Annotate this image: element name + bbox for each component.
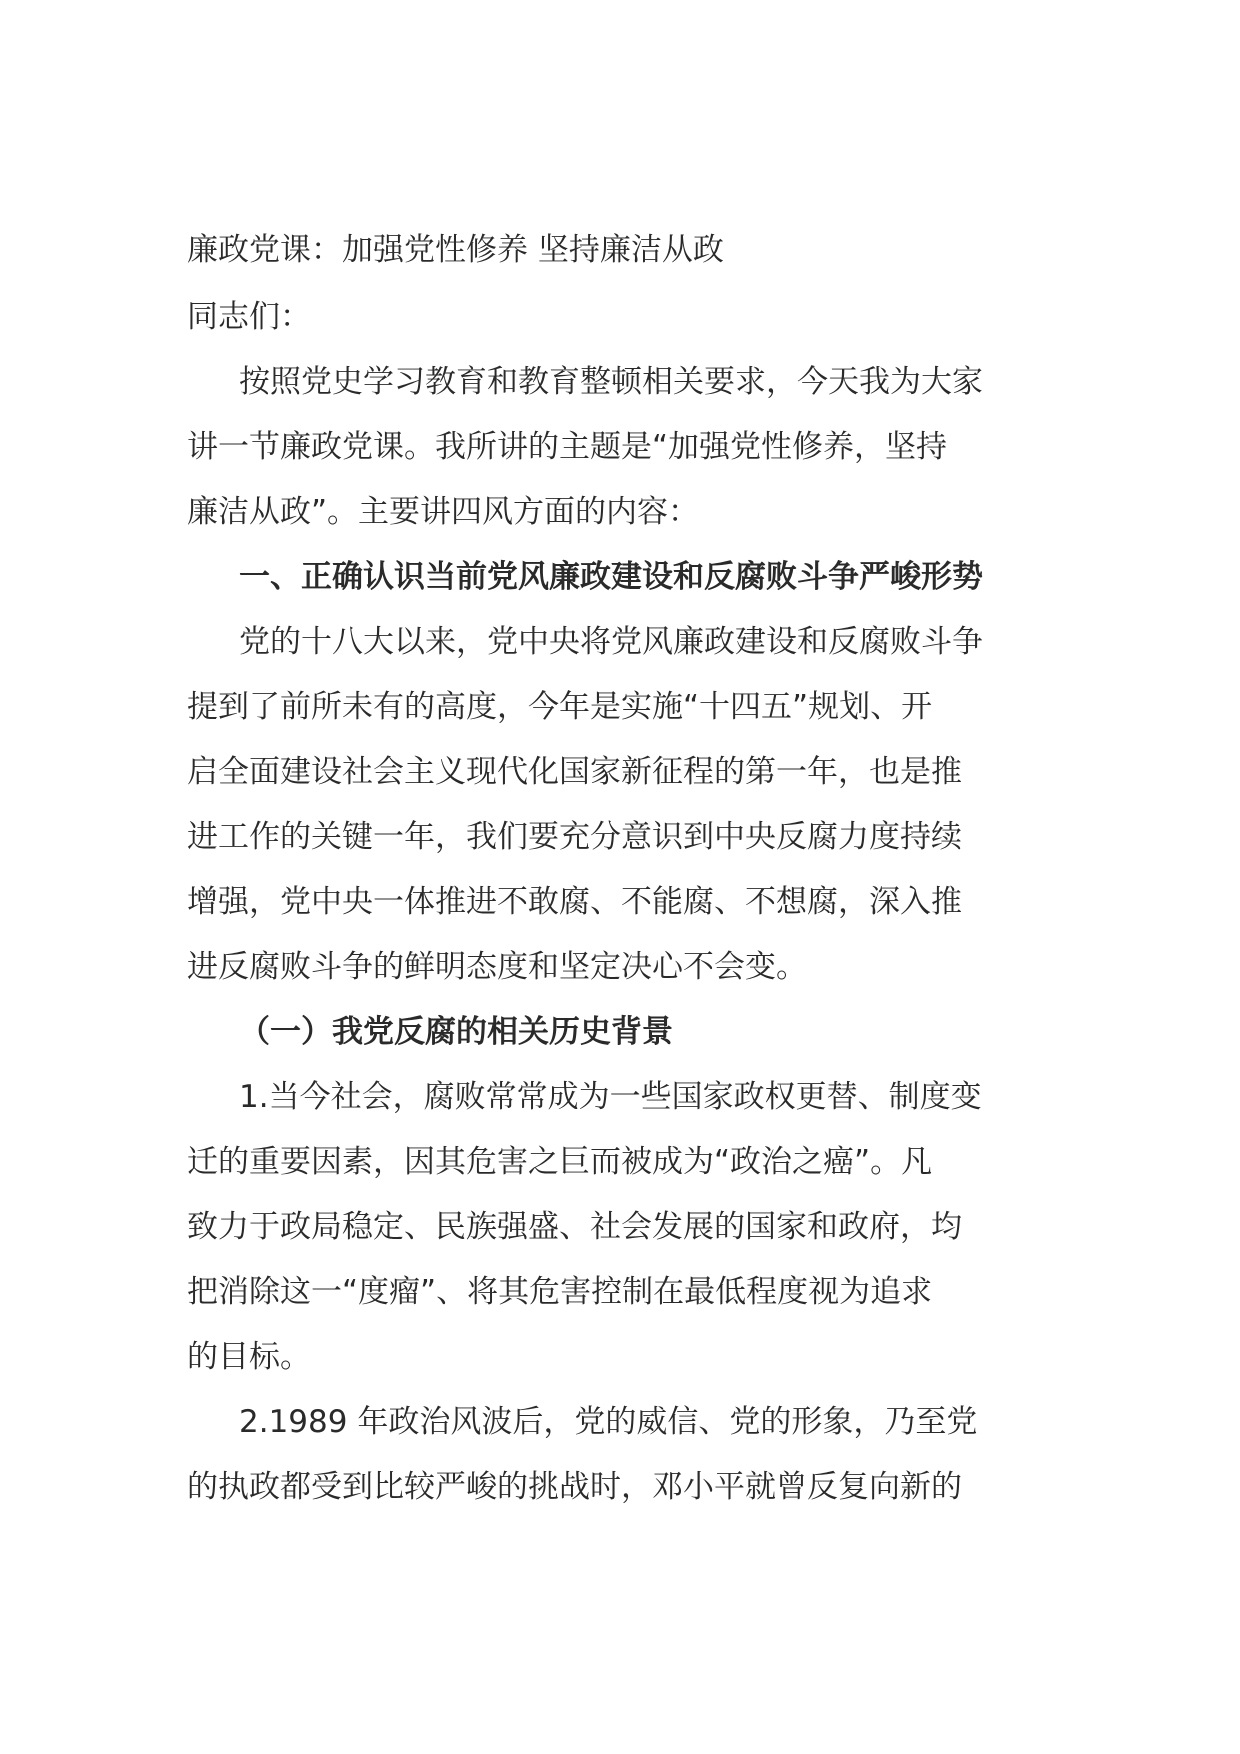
paragraph-line: 启全面建设社会主义现代化国家新征程的第一年，也是推 <box>187 754 962 790</box>
section-heading-1 <box>187 545 1053 610</box>
paragraph-line: 党的十八大以来，党中央将党风廉政建设和反腐败斗争 <box>239 624 983 660</box>
paragraph-point-2 <box>187 1390 1053 1520</box>
salutation: 同志们： <box>187 299 311 335</box>
paragraph-line: 廉洁从政”。主要讲四风方面的内容： <box>187 494 700 530</box>
document-page <box>187 218 1053 1520</box>
paragraph-line: 提到了前所未有的高度，今年是实施“十四五”规划、开 <box>187 689 933 725</box>
paragraph-line: 的执政都受到比较严峻的挑战时，邓小平就曾反复向新的 <box>187 1469 962 1505</box>
subsection-heading-line: （一）我党反腐的相关历史背景 <box>239 1014 673 1050</box>
paragraph-line: 迁的重要因素，因其危害之巨而被成为“政治之癌”。凡 <box>187 1144 933 1180</box>
paragraph-line: 进反腐败斗争的鲜明态度和坚定决心不会变。 <box>187 949 807 985</box>
paragraph-line: 讲一节廉政党课。我所讲的主题是“加强党性修养，坚持 <box>187 429 948 465</box>
paragraph-line: 进工作的关键一年，我们要充分意识到中央反腐力度持续 <box>187 819 962 855</box>
paragraph-line: 2.1989 年政治风波后，党的威信、党的形象，乃至党 <box>239 1404 978 1440</box>
paragraph-line: 把消除这一“度瘤”、将其危害控制在最低程度视为追求 <box>187 1274 933 1310</box>
paragraph-line: 1.当今社会，腐败常常成为一些国家政权更替、制度变 <box>239 1079 982 1115</box>
paragraph-line: 增强，党中央一体推进不敢腐、不能腐、不想腐，深入推 <box>187 884 962 920</box>
document-title: 廉政党课：加强党性修养 坚持廉洁从政 <box>187 232 724 268</box>
paragraph-line: 的目标。 <box>187 1339 311 1375</box>
paragraph-point-1 <box>187 1065 1053 1390</box>
subsection-heading-1 <box>187 1000 1053 1065</box>
section-heading-line: 一、正确认识当前党风廉政建设和反腐败斗争严峻形势 <box>239 559 983 595</box>
paragraph-intro <box>187 350 1053 545</box>
paragraph-line: 按照党史学习教育和教育整顿相关要求，今天我为大家 <box>239 364 983 400</box>
paragraph-situation <box>187 610 1053 1000</box>
paragraph-line: 致力于政局稳定、民族强盛、社会发展的国家和政府，均 <box>187 1209 962 1245</box>
